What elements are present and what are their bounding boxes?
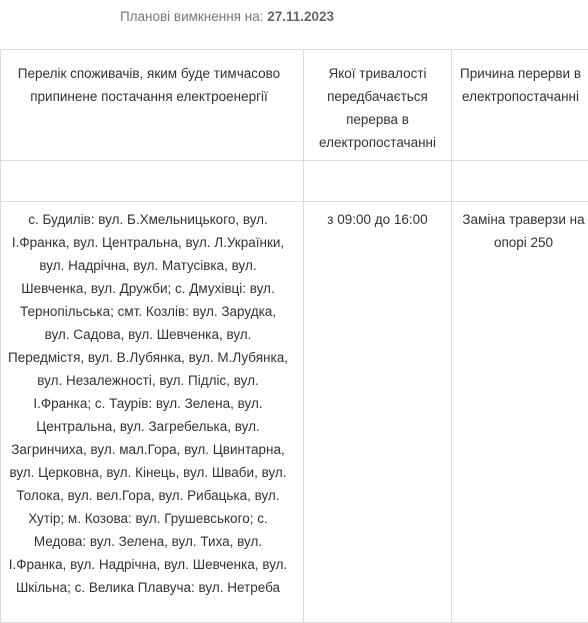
blank-cell: [1, 161, 304, 202]
header-duration: [304, 50, 452, 161]
table-header-row: [1, 50, 588, 161]
header-duration-text: Якої тривалості передбачається перерва в електропостачанні: [304, 50, 451, 154]
header-reason-text: Причина перерви в електропостачанні: [452, 50, 588, 108]
table-blank-row: [1, 161, 588, 202]
header-consumers: [1, 50, 304, 161]
table-row: [1, 202, 588, 623]
header-reason: [452, 50, 588, 161]
blank-cell: [452, 161, 588, 202]
blank-cell: [304, 161, 452, 202]
page-heading: [0, 9, 454, 24]
heading-date: 27.11.2023: [267, 9, 334, 24]
consumers-text: с. Будилів: вул. Б.Хмельницького, вул. І.Франка, вул. Центральна, вул. Л.Українки, вул. Надрічна, вул. Матусівка, вул. Шевченка, вул. Дружби; с. Дмухівці: вул. Тернопільська; смт. Козлів: вул. Зарудка, вул. Садова, вул. Шевченка, вул. Передмістя, вул. В.Лубянка, вул. М.Лубянка, вул. Незалежності, вул. Підліс, вул. І.Франка; с. Таурів: вул. Зелена, вул. Центральна, вул. Загребелька, вул. Загринчиха, вул. мал.Гора, вул. Цвинтарна, вул. Церковна, вул. Кінець, вул. Шваби, вул. Толока, вул. вел.Гора, вул. Рибацька, вул. Хутір; м. Козова: вул. Грушевського; с. Медова: вул. Зелена, вул. Тиха, вул. І.Франка, вул. Надрічна, вул. Шевченка, вул. Шкільна; с. Велика Плавуча: вул. Нетреба: [1, 202, 303, 599]
duration-cell: [304, 202, 452, 623]
duration-text: з 09:00 до 16:00: [304, 202, 451, 231]
consumers-cell: [1, 202, 304, 623]
outages-table: [0, 49, 588, 623]
reason-text: Заміна траверзи на опорі 250: [452, 202, 588, 254]
header-consumers-text: Перелік споживачів, яким буде тимчасово припинене постачання електроенергії: [1, 50, 303, 108]
heading-label: Планові вимкнення на:: [120, 9, 264, 24]
reason-cell: [452, 202, 588, 623]
